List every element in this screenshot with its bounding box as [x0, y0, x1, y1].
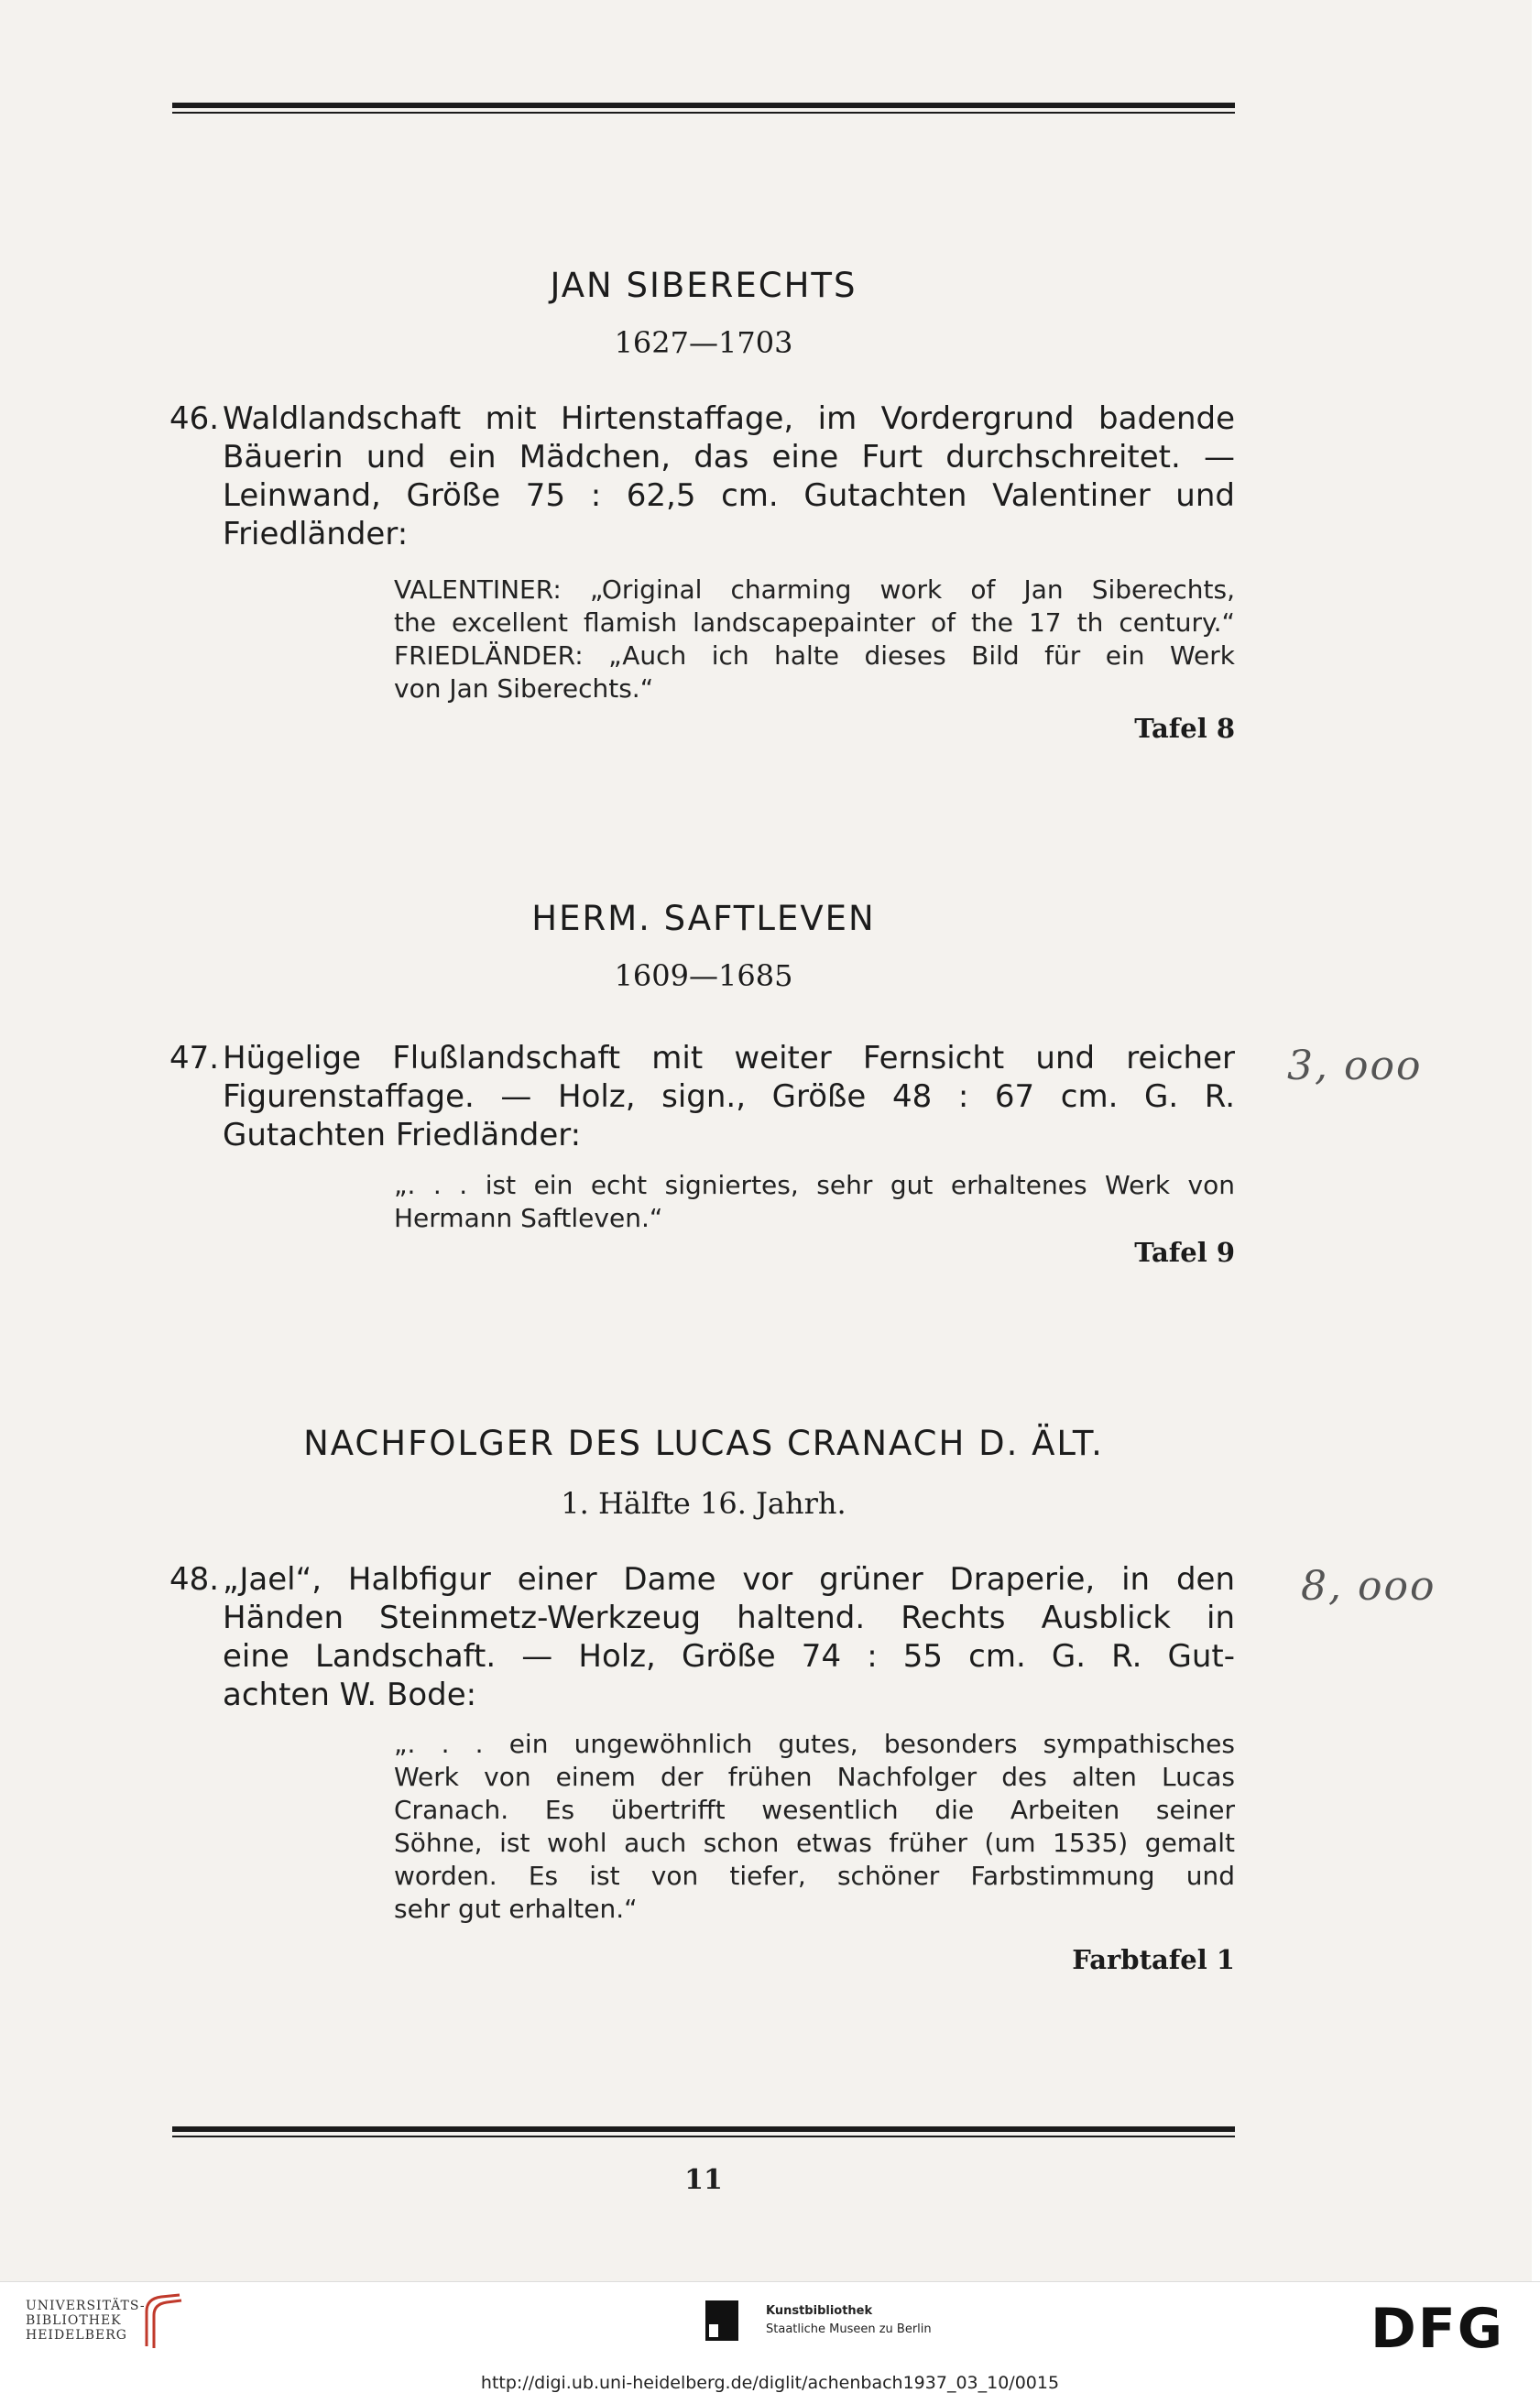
entry-number: 46.: [169, 400, 220, 437]
kunstbibliothek-label: [766, 2302, 932, 2339]
artist-dates-1: 1627—1703: [614, 325, 793, 360]
quote-line: FRIEDLÄNDER: „Auch ich halte dieses Bild für ein Werk: [394, 640, 1235, 671]
plate-reference-47: Tafel 9: [1134, 1237, 1235, 1268]
artist-heading-1: JAN SIBERECHTS: [550, 266, 857, 305]
artist-dates-3: 1. Hälfte 16. Jahrh.: [561, 1486, 846, 1521]
handwritten-price-47: 3, ooo: [1287, 1043, 1423, 1089]
university-library-logo: [26, 2299, 146, 2343]
entry-line: achten W. Bode:: [223, 1677, 477, 1713]
entry-line: Figurenstaffage. — Holz, sign., Größe 48 : 67 cm. G. R.: [223, 1078, 1235, 1115]
quote-line: Hermann Saftleven.“: [394, 1203, 663, 1233]
quote-line: Cranach. Es übertrifft wesentlich die Arbeiten seiner: [394, 1795, 1235, 1825]
catalog-entry-46: [169, 399, 1235, 553]
top-rule: [172, 103, 1235, 114]
plate-reference-48: Farbtafel 1: [1072, 1944, 1235, 1975]
artist-heading-3: NACHFOLGER DES LUCAS CRANACH D. ÄLT.: [303, 1424, 1104, 1463]
expert-quote-46: [394, 574, 1235, 705]
artist-dates-2: 1609—1685: [614, 958, 793, 993]
catalog-entry-48: [169, 1560, 1235, 1714]
dfg-logo: DFG: [1371, 2297, 1505, 2361]
source-url[interactable]: http://digi.ub.uni-heidelberg.de/diglit/achenbach1937_03_10/0015: [480, 2373, 1060, 2393]
page-edge: [1532, 0, 1540, 2281]
kunstbibliothek-subtitle: Staatliche Museen zu Berlin: [766, 2322, 932, 2336]
quote-line: the excellent flamish landscapepainter of the 17 th century.“: [394, 607, 1235, 638]
catalog-entry-47: [169, 1039, 1235, 1154]
page-number: 11: [684, 2164, 723, 2196]
plate-reference-46: Tafel 8: [1134, 713, 1235, 744]
university-emblem-icon: [139, 2291, 185, 2352]
entry-line: Händen Steinmetz-Werkzeug haltend. Rechts Ausblick in: [223, 1600, 1235, 1636]
quote-line: VALENTINER: „Original charming work of Jan Siberechts,: [394, 574, 1235, 605]
artist-heading-2: HERM. SAFTLEVEN: [531, 899, 876, 938]
expert-quote-48: [394, 1728, 1235, 1926]
quote-line: Werk von einem der frühen Nachfolger des alten Lucas: [394, 1762, 1235, 1792]
entry-number: 47.: [169, 1040, 220, 1076]
handwritten-price-48: 8, ooo: [1301, 1563, 1436, 1610]
quote-line: worden. Es ist von tiefer, schöner Farbstimmung und: [394, 1861, 1235, 1891]
entry-line: Friedländer:: [223, 516, 409, 552]
entry-line: Bäuerin und ein Mädchen, das eine Furt durchschreitet. —: [223, 439, 1235, 475]
quote-line: „. . . ist ein echt signiertes, sehr gut erhaltenes Werk von: [394, 1170, 1235, 1200]
entry-line: Gutachten Friedländer:: [223, 1117, 582, 1153]
quote-line: „. . . ein ungewöhnlich gutes, besonders sympathisches: [394, 1729, 1235, 1759]
university-logo-line: UNIVERSITÄTS-: [26, 2299, 146, 2313]
digitization-footer: [0, 2281, 1540, 2369]
bottom-rule: [172, 2126, 1235, 2137]
quote-line: von Jan Siberechts.“: [394, 673, 654, 704]
entry-line: Hügelige Flußlandschaft mit weiter Fernsicht und reicher: [223, 1040, 1235, 1076]
entry-line: Leinwand, Größe 75 : 62,5 cm. Gutachten Valentiner und: [223, 477, 1235, 514]
quote-line: Söhne, ist wohl auch schon etwas früher (um 1535) gemalt: [394, 1828, 1235, 1858]
university-logo-line: BIBLIOTHEK: [26, 2313, 122, 2328]
quote-line: sehr gut erhalten.“: [394, 1894, 638, 1924]
kunstbibliothek-logo-icon: [705, 2300, 738, 2341]
kunstbibliothek-title: Kunstbibliothek: [766, 2304, 873, 2318]
university-logo-line: HEIDELBERG: [26, 2328, 127, 2343]
expert-quote-47: [394, 1169, 1235, 1235]
entry-line: eine Landschaft. — Holz, Größe 74 : 55 cm. G. R. Gut-: [223, 1638, 1235, 1675]
entry-line: „Jael“, Halbfigur einer Dame vor grüner Draperie, in den: [223, 1561, 1235, 1598]
entry-line: Waldlandschaft mit Hirtenstaffage, im Vordergrund badende: [223, 400, 1235, 437]
entry-number: 48.: [169, 1561, 220, 1598]
